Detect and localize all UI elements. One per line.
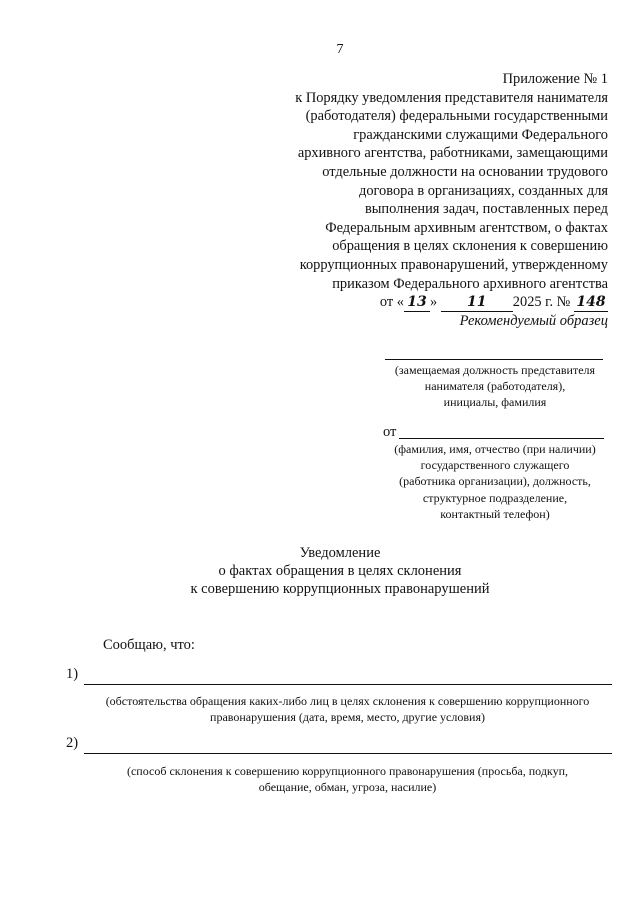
appendix-header — [248, 70, 608, 312]
item-2-blank-line — [84, 753, 612, 754]
appendix-line: Приложение № 1 — [502, 71, 608, 87]
sender-caption — [370, 441, 620, 522]
year-text: 2025 г. № — [512, 294, 571, 311]
caption-line: обещание, обман, угроза, насилие) — [258, 780, 437, 795]
from-label: от — [383, 424, 397, 440]
addressee-caption — [370, 362, 620, 411]
quote-close: » — [429, 294, 438, 311]
appendix-line: к Порядку уведомления представителя нанимателя — [295, 89, 608, 106]
appendix-line: выполнения задач, поставленных перед — [364, 201, 608, 218]
caption-line: (обстоятельства обращения каких-либо лиц в целях склонения к совершению коррупционного — [105, 694, 590, 708]
handwritten-order-number: 148 — [574, 295, 608, 312]
date-prefix: от « — [379, 294, 404, 311]
appendix-line: Федеральным архивным агентством, о фактах — [325, 219, 608, 236]
caption-line: (фамилия, имя, отчество (при наличии) — [394, 442, 596, 456]
approval-date-line — [248, 293, 608, 312]
sender-blank-line — [399, 438, 604, 439]
item-number: 1) — [66, 666, 79, 682]
title-line: Уведомление — [299, 545, 381, 561]
appendix-line: гражданскими служащими Федерального — [353, 126, 608, 143]
document-title — [160, 545, 520, 598]
addressee-blank-line — [385, 359, 603, 360]
caption-line: инициалы, фамилия — [443, 395, 547, 410]
caption-line: (способ склонения к совершению коррупционного правонарушения (просьба, подкуп, — [126, 764, 569, 778]
item-2-caption — [80, 763, 615, 795]
appendix-line: (работодателя) федеральными государственными — [305, 108, 608, 125]
title-line: о фактах обращения в целях склонения — [218, 562, 462, 579]
page-number: 7 — [336, 42, 344, 57]
appendix-line: отдельные должности на основании трудового — [322, 163, 608, 180]
sample-label: Рекомендуемый образец — [459, 313, 608, 329]
caption-line: нанимателя (работодателя), — [424, 379, 566, 394]
handwritten-day: 13 — [404, 295, 430, 312]
item-1-caption — [80, 693, 615, 725]
item-number: 2) — [66, 735, 79, 751]
appendix-line: договора в организациях, созданных для — [359, 182, 608, 199]
appendix-line: обращения в целях склонения к совершению — [332, 238, 608, 255]
caption-line: (замещаемая должность представителя — [394, 363, 596, 377]
caption-line: структурное подразделение, — [422, 490, 568, 505]
caption-line: (работника организации), должность, — [399, 474, 591, 489]
caption-line: правонарушения (дата, время, место, другие условия) — [210, 710, 485, 725]
item-1-blank-line — [84, 684, 612, 685]
caption-line: контактный телефон) — [440, 506, 550, 521]
caption-line: государственного служащего — [420, 458, 570, 473]
appendix-line: архивного агентства, работниками, замещающими — [297, 145, 608, 162]
report-intro: Сообщаю, что: — [103, 637, 195, 653]
handwritten-month: 11 — [441, 295, 513, 312]
appendix-line: коррупционных правонарушений, утвержденному — [299, 256, 608, 273]
title-line: к совершению коррупционных правонарушений — [190, 580, 490, 597]
appendix-line: приказом Федерального архивного агентства — [332, 275, 608, 292]
